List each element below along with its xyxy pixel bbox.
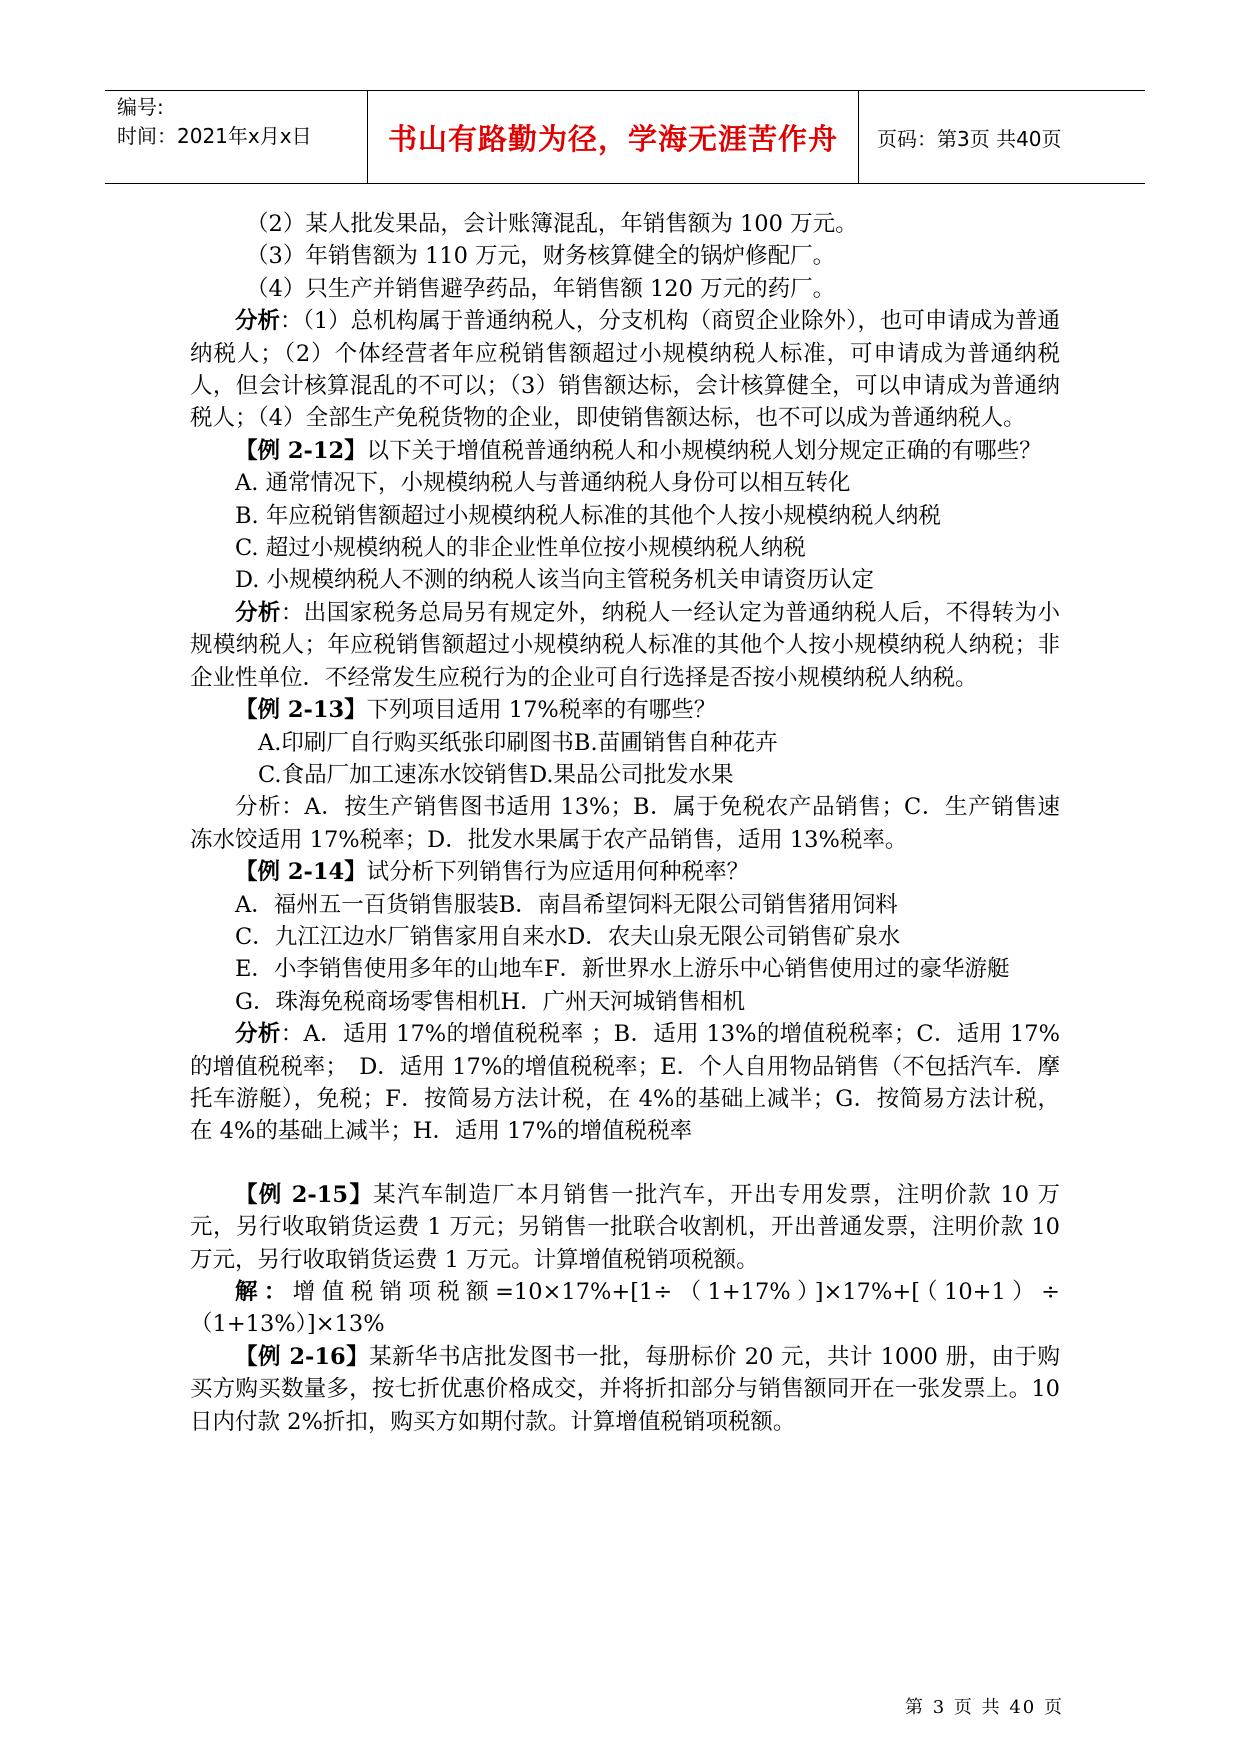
time-label: 时间：2021年x月x日 [117,124,312,148]
solution-label: 解： [235,1279,293,1305]
header-divider [858,91,859,183]
option-c: C. 超过小规模纳税人的非企业性单位按小规模纳税人纳税 [235,535,806,562]
option-b: B.苗圃销售自种花卉 [573,729,778,756]
document-body [190,208,1060,1438]
option-c: C．九江江边水厂销售家用自来水 [235,923,568,950]
example-2-13: 【例 2-13】下列项目适用 17%税率的有哪些？ [235,697,717,724]
options-row [190,986,1060,1018]
paragraph: （4）只生产并销售避孕药品，年销售额 120 万元的药厂。 [246,275,836,302]
option-d: D. 小规模纳税人不测的纳税人该当向主管税务机关申请资历认定 [235,567,875,594]
analysis-paragraph: 分析：A．适用 17%的增值税税率 ；B．适用 13%的增值税税率；C．适用 17%的增值税税率； D．适用 17%的增值税税率；E．个人自用物品销售（不包括汽车．摩托车游艇），免税；F．按简易方法计税，在 4%的基础上减半；G．按简易方法计税，在 4%的基础上减半；H．适用 17%的增值税税率 [190,1021,1060,1145]
page-label: 页码：第3页 共40页 [877,127,1062,151]
option-e: E．小李销售使用多年的山地车 [235,956,544,983]
example-2-16: 【例 2-16】某新华书店批发图书一批，每册标价 20 元，共计 1000 册，由于购买方购买数量多，按七折优惠价格成交，并将折扣部分与销售额同开在一张发票上。10 日内付款 2%折扣，购买方如期付款。计算增值税销项税额。 [190,1343,1060,1435]
solution-paragraph: 解：增值税销项税额=10×17%+[1÷（1+17%）]×17%+[（10+1）÷（1+13%）]×13% [190,1279,1060,1338]
paragraph: （2）某人批发果品，会计账簿混乱，年销售额为 100 万元。 [246,211,858,237]
example-2-15: 【例 2-15】某汽车制造厂本月销售一批汽车，开出专用发票，注明价款 10 万元，另行收取销货运费 1 万元；另销售一批联合收割机，开出普通发票，注明价款 10 万元，另行收取销货运费 1 万元。计算增值税销项税额。 [190,1181,1061,1273]
example-label: 【例 2-12】 [235,437,367,464]
option-g: G．珠海免税商场零售相机 [235,988,501,1015]
options-row [190,889,1060,921]
option-b: B．南昌希望饲料无限公司销售猪用饲料 [498,891,898,918]
option-c: C.食品厂加工速冻水饺销售 [258,761,530,788]
example-label: 【例 2-15】 [235,1181,374,1208]
example-2-12: 【例 2-12】以下关于增值税普通纳税人和小规模纳税人划分规定正确的有哪些？ [235,437,1042,464]
analysis-paragraph: 分析：A．按生产销售图书适用 13%；B．属于免税农产品销售；C．生产销售速冻水饺适用 17%税率；D．批发水果属于农产品销售，适用 13%税率。 [190,794,1060,853]
page-footer: 第 3 页 共 40 页 [905,1697,1064,1718]
header-meta [117,93,312,151]
page-header [105,90,1145,184]
option-a: A. 通常情况下，小规模纳税人与普通纳税人身份可以相互转化 [235,470,851,497]
analysis-paragraph: 分析：出国家税务总局另有规定外，纳税人一经认定为普通纳税人后，不得转为小规模纳税人；年应税销售额超过小规模纳税人标准的其他个人按小规模纳税人纳税；非企业性单位．不经常发生应税行为的企业可自行选择是否按小规模纳税人纳税。 [190,599,1060,691]
options-row [190,759,1060,791]
paragraph: （3）年销售额为 110 万元，财务核算健全的锅炉修配厂。 [246,243,836,270]
example-label: 【例 2-16】 [235,1343,370,1370]
example-label: 【例 2-13】 [235,697,367,724]
options-row [190,727,1060,759]
motto: 书山有路勤为径，学海无涯苦作舟 [387,122,838,156]
example-2-14: 【例 2-14】试分析下列销售行为应适用何种税率？ [235,859,750,886]
option-d: D.果品公司批发水果 [529,761,734,788]
option-b: B. 年应税销售额超过小规模纳税人标准的其他个人按小规模纳税人纳税 [235,502,941,529]
analysis-label: 分析 [235,308,281,335]
options-row [190,921,1060,953]
spacer [190,1148,1060,1179]
analysis-paragraph: 分析：（1）总机构属于普通纳税人，分支机构（商贸企业除外），也可申请成为普通纳税人；（2）个体经营者年应税销售额超过小规模纳税人标准，可申请成为普通纳税人，但会计核算混乱的不可以；（3）销售额达标，会计核算健全，可以申请成为普通纳税人；（4）全部生产免税货物的企业，即使销售额达标，也不可以成为普通纳税人。 [190,308,1060,432]
number-label: 编号: [117,95,164,119]
options-row [190,953,1060,985]
option-a: A.印刷厂自行购买纸张印刷图书 [258,729,574,756]
analysis-label: 分析 [235,599,281,626]
option-h: H．广州天河城销售相机 [500,988,746,1015]
example-label: 【例 2-14】 [235,859,367,886]
option-f: F．新世界水上游乐中心销售使用过的豪华游艇 [543,956,1010,983]
option-a: A．福州五一百货销售服装 [235,891,499,918]
option-d: D．农夫山泉无限公司销售矿泉水 [567,923,901,950]
analysis-label: 分析 [235,1021,281,1048]
